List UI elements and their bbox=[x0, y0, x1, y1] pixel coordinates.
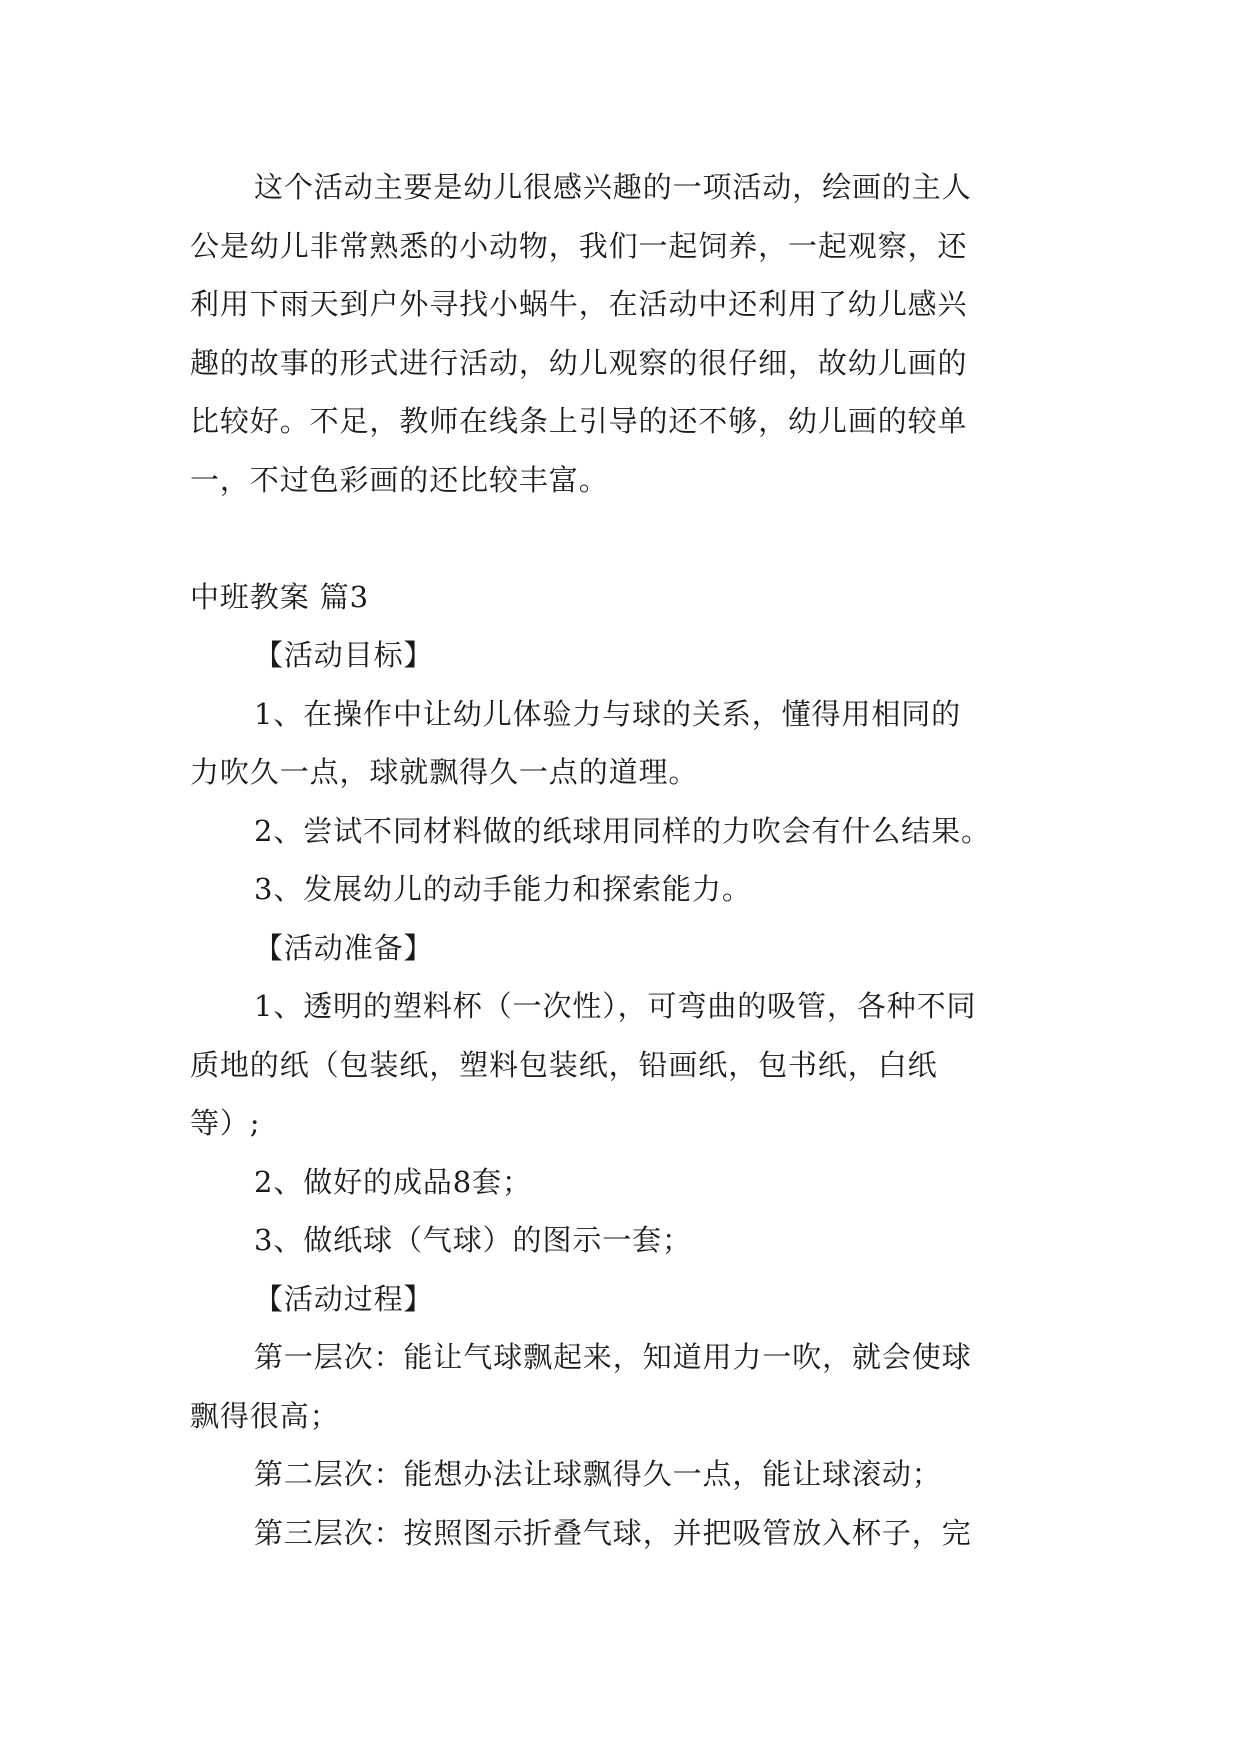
step-line-continuation: 飘得很高； bbox=[190, 1398, 340, 1433]
step-line: 第三层次：按照图示折叠气球，并把吸管放入杯子，完 bbox=[254, 1515, 972, 1550]
document-body bbox=[190, 158, 1055, 1562]
paragraph-line: 趣的故事的形式进行活动，幼儿观察的很仔细，故幼儿画的 bbox=[190, 345, 968, 380]
step-line: 第一层次：能让气球飘起来，知道用力一吹，就会使球 bbox=[254, 1340, 972, 1374]
blank-line bbox=[190, 509, 1055, 568]
subsection-heading: 【活动准备】 bbox=[254, 930, 434, 965]
list-item-continuation: 等）; bbox=[190, 1106, 261, 1140]
subsection-heading: 【活动过程】 bbox=[254, 1281, 434, 1316]
list-item-continuation: 质地的纸（包装纸，塑料包装纸，铅画纸，包书纸，白纸 bbox=[190, 1047, 938, 1082]
paragraph-line: 一，不过色彩画的还比较丰富。 bbox=[190, 462, 609, 497]
paragraph-line: 比较好。不足，教师在线条上引导的还不够，幼儿画的较单 bbox=[190, 404, 968, 438]
list-item: 2、做好的成品8套； bbox=[254, 1164, 532, 1199]
list-item: 3、发展幼儿的动手能力和探索能力。 bbox=[254, 872, 752, 906]
list-item: 1、在操作中让幼儿体验力与球的关系，懂得用相同的 bbox=[254, 696, 962, 731]
list-item: 3、做纸球（气球）的图示一套； bbox=[254, 1223, 692, 1257]
list-item: 1、透明的塑料杯（一次性），可弯曲的吸管，各种不同 bbox=[254, 989, 977, 1023]
paragraph-line: 利用下雨天到户外寻找小蜗牛，在活动中还利用了幼儿感兴 bbox=[190, 287, 968, 321]
subsection-heading: 【活动目标】 bbox=[254, 638, 434, 672]
step-line: 第二层次：能想办法让球飘得久一点，能让球滚动； bbox=[254, 1457, 942, 1491]
section-title: 中班教案 篇3 bbox=[190, 579, 369, 614]
paragraph-line: 公是幼儿非常熟悉的小动物，我们一起饲养，一起观察，还 bbox=[190, 228, 968, 263]
paragraph-line: 这个活动主要是幼儿很感兴趣的一项活动，绘画的主人 bbox=[254, 170, 972, 204]
list-item-continuation: 力吹久一点，球就飘得久一点的道理。 bbox=[190, 755, 699, 789]
list-item: 2、尝试不同材料做的纸球用同样的力吹会有什么结果。 bbox=[254, 813, 991, 848]
